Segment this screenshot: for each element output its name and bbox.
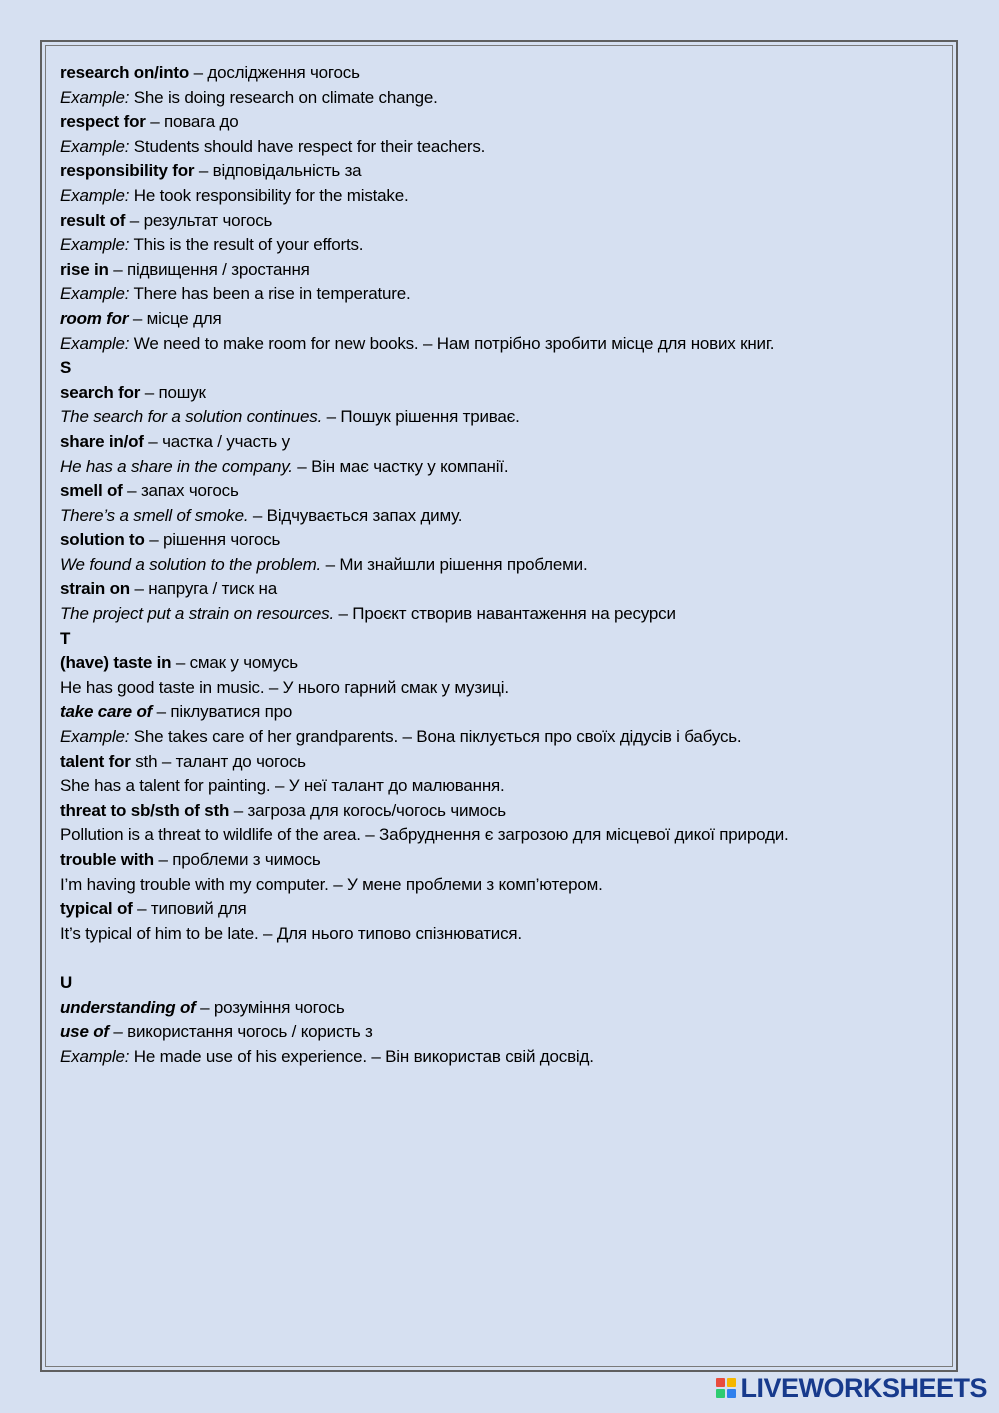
vocab-term: typical of: [60, 899, 133, 919]
logo-square: [716, 1389, 725, 1398]
example-text: I’m having trouble with my computer. – У мене проблеми з комп’ютером.: [60, 874, 603, 894]
example-line: [60, 332, 940, 357]
example-translation: – Проєкт створив навантаження на ресурси: [334, 604, 676, 624]
vocab-term: talent for: [60, 751, 131, 771]
vocab-translation: – пошук: [140, 382, 206, 402]
vocab-term: solution to: [60, 530, 145, 550]
example-text: Pollution is a threat to wildlife of the area. – Забруднення є загрозою для місцевої дикої природи.: [60, 825, 789, 845]
example-text: This is the result of your efforts.: [129, 235, 364, 255]
vocab-translation: – напруга / тиск на: [130, 579, 277, 599]
example-text: Students should have respect for their teachers.: [129, 136, 486, 156]
vocab-translation: – рішення чогось: [144, 530, 281, 550]
vocab-translation: – підвищення / зростання: [108, 259, 310, 279]
example-label: Example:: [60, 1046, 130, 1066]
vocab-translation: – повага до: [145, 112, 239, 132]
vocab-term: room for: [60, 308, 129, 328]
section-letter-label: U: [60, 972, 73, 992]
example-line: [60, 405, 940, 430]
section-letter-label: T: [60, 628, 71, 648]
vocab-entry: [60, 750, 940, 775]
example-line: [60, 282, 940, 307]
example-line: [60, 602, 940, 627]
example-text: He took responsibility for the mistake.: [129, 185, 409, 205]
example-label: Example:: [60, 333, 130, 353]
example-text: There’s a smell of smoke.: [60, 505, 249, 525]
example-label: Example:: [60, 87, 130, 107]
vocab-entry: [60, 479, 940, 504]
blank-line: [60, 946, 940, 971]
example-text: The project put a strain on resources.: [60, 604, 334, 624]
vocab-term: research on/into: [60, 63, 190, 82]
vocab-entry: [60, 651, 940, 676]
vocab-entry: [60, 799, 940, 824]
vocab-translation: – дослідження чогось: [189, 63, 360, 82]
vocab-translation: – використання чогось / користь з: [108, 1022, 373, 1042]
example-line: [60, 86, 940, 111]
example-line: [60, 725, 940, 750]
example-line: [60, 873, 940, 898]
example-line: [60, 455, 940, 480]
vocab-entry: [60, 848, 940, 873]
vocab-translation: – результат чогось: [125, 210, 273, 230]
vocab-term: threat to sb/sth of sth: [60, 800, 230, 820]
vocab-term: share in/of: [60, 431, 144, 451]
vocab-term: strain on: [60, 579, 130, 599]
example-label: Example:: [60, 284, 130, 304]
example-line: [60, 184, 940, 209]
vocab-entry: [60, 700, 940, 725]
vocab-term: result of: [60, 210, 126, 230]
example-text: He made use of his experience. – Він використав свій досвід.: [129, 1046, 594, 1066]
vocab-entry: [60, 258, 940, 283]
logo-square: [716, 1378, 725, 1387]
example-text: She takes care of her grandparents. – Вона піклується про своїх дідусів і бабусь.: [129, 727, 742, 747]
vocab-entry: [60, 381, 940, 406]
example-text: She has a talent for painting. – У неї талант до малювання.: [60, 776, 505, 796]
logo-square: [727, 1378, 736, 1387]
liveworksheets-logo-icon: [716, 1378, 736, 1398]
example-line: [60, 774, 940, 799]
vocab-translation: – місце для: [128, 308, 222, 328]
example-line: [60, 135, 940, 160]
vocab-entry: [60, 996, 940, 1021]
vocab-translation: – відповідальність за: [194, 161, 362, 181]
example-text: The search for a solution continues.: [60, 407, 323, 427]
vocab-entry: [60, 110, 940, 135]
example-label: Example:: [60, 136, 130, 156]
vocab-term: understanding of: [60, 997, 196, 1017]
vocab-entry: [60, 430, 940, 455]
vocab-entry: [60, 528, 940, 553]
vocab-entry: [60, 577, 940, 602]
example-line: [60, 233, 940, 258]
vocab-term: responsibility for: [60, 161, 195, 181]
worksheet-content: [60, 61, 940, 1069]
vocab-translation: – талант до чогось: [157, 751, 306, 771]
vocab-translation: – типовий для: [132, 899, 247, 919]
section-letter: [60, 971, 940, 996]
logo-square: [727, 1389, 736, 1398]
vocab-translation: – проблеми з чимось: [153, 850, 321, 869]
vocab-term: trouble with: [60, 850, 154, 869]
vocab-term-suffix: sth: [130, 751, 158, 771]
example-line: [60, 504, 940, 529]
example-line: [60, 676, 940, 701]
section-letter: [60, 356, 940, 381]
example-text: He has a share in the company.: [60, 456, 293, 476]
vocab-term: rise in: [60, 259, 109, 279]
watermark-text: LIVEWORKSHEETS: [740, 1372, 987, 1403]
example-text: He has good taste in music. – У нього гарний смак у музиці.: [60, 677, 509, 697]
example-label: Example:: [60, 727, 130, 747]
example-text: She is doing research on climate change.: [129, 87, 438, 107]
section-letter: [60, 627, 940, 652]
vocab-translation: – піклуватися про: [152, 702, 293, 722]
example-translation: – Він має частку у компанії.: [292, 456, 509, 476]
vocab-translation: – смак у чомусь: [171, 653, 298, 673]
vocab-term: use of: [60, 1022, 109, 1042]
vocab-entry: [60, 897, 940, 922]
vocab-entry: [60, 1020, 940, 1045]
vocab-entry: [60, 159, 940, 184]
vocab-translation: – загроза для когось/чогось чимось: [229, 800, 506, 820]
example-translation: – Відчувається запах диму.: [248, 505, 463, 525]
liveworksheets-watermark: [716, 1373, 987, 1403]
example-translation: – Пошук рішення триває.: [322, 407, 520, 427]
example-line: [60, 922, 940, 947]
example-text: It’s typical of him to be late. – Для нього типово спізнюватися.: [60, 923, 522, 943]
vocab-entry: [60, 209, 940, 234]
example-text: There has been a rise in temperature.: [129, 284, 411, 304]
vocab-translation: – розуміння чогось: [195, 997, 345, 1017]
example-text: We need to make room for new books. – Нам потрібно зробити місце для нових книг.: [129, 333, 775, 353]
example-line: [60, 1045, 940, 1070]
example-label: Example:: [60, 235, 130, 255]
vocab-term: respect for: [60, 112, 146, 132]
vocab-term: (have) taste in: [60, 653, 172, 673]
vocab-term: search for: [60, 382, 141, 402]
example-line: [60, 823, 940, 848]
example-line: [60, 553, 940, 578]
vocab-term: take care of: [60, 702, 153, 722]
vocab-entry: [60, 61, 940, 86]
example-translation: – Ми знайшли рішення проблеми.: [321, 554, 588, 574]
vocab-term: smell of: [60, 481, 123, 501]
example-text: We found a solution to the problem.: [60, 554, 322, 574]
section-letter-label: S: [60, 358, 72, 378]
example-label: Example:: [60, 185, 130, 205]
vocab-translation: – запах чогось: [122, 481, 239, 501]
vocab-entry: [60, 307, 940, 332]
vocab-translation: – частка / участь у: [143, 431, 290, 451]
